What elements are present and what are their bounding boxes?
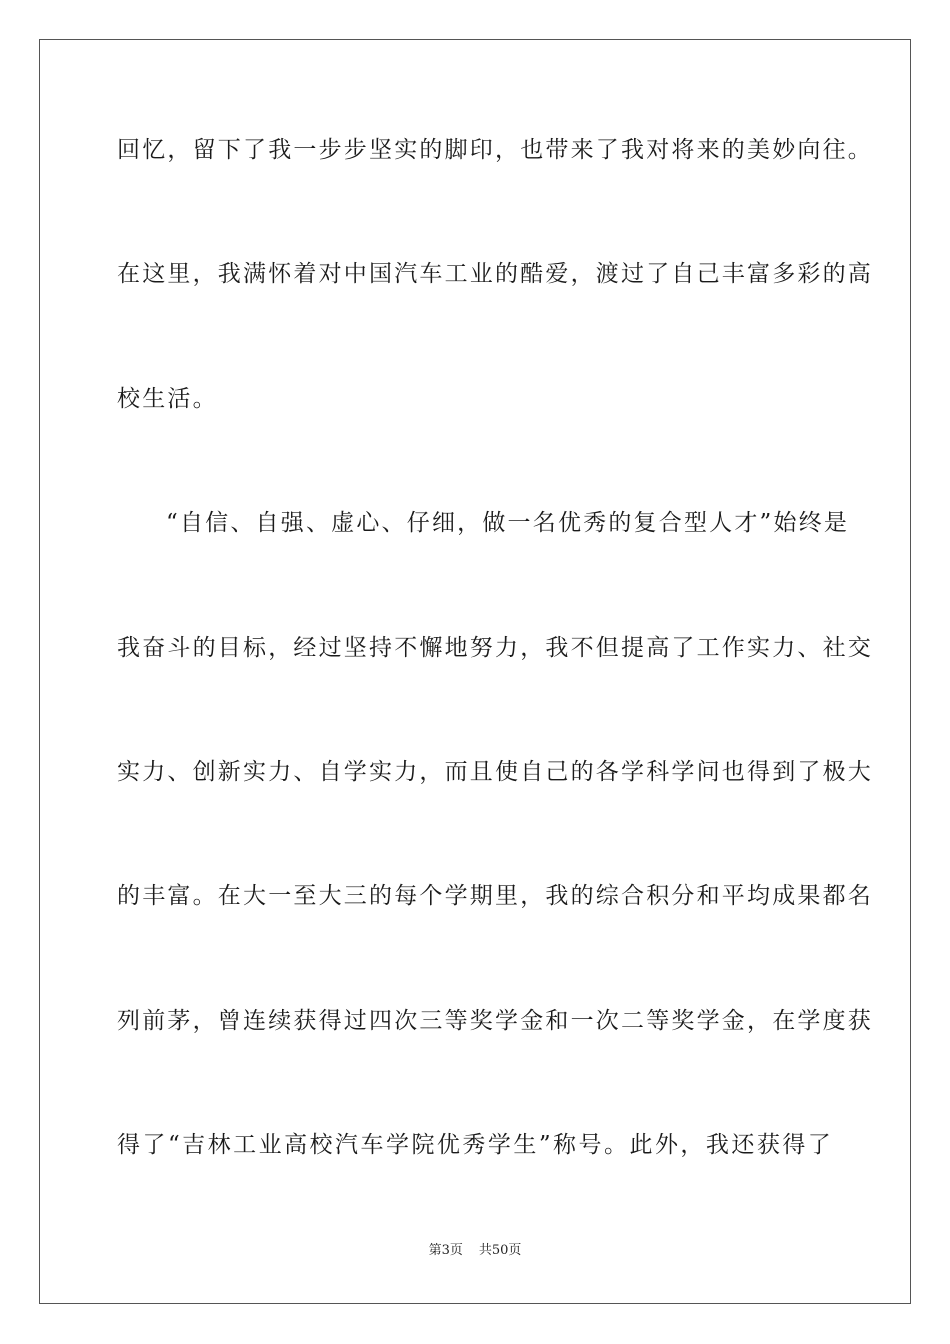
text-line-8: 列前茅，曾连续获得过四次三等奖学金和一次二等奖学金，在学度获 (117, 1008, 873, 1034)
page-border (39, 39, 911, 1304)
text-line-2: 在这里，我满怀着对中国汽车工业的酷爱，渡过了自己丰富多彩的高 (117, 261, 873, 287)
text-line-3: 校生活。 (117, 386, 218, 412)
text-line-5: 我奋斗的目标，经过坚持不懈地努力，我不但提高了工作实力、社交 (117, 635, 873, 661)
text-line-7: 的丰富。在大一至大三的每个学期里，我的综合积分和平均成果都名 (117, 883, 873, 909)
text-line-6: 实力、创新实力、自学实力，而且使自己的各学科学问也得到了极大 (117, 759, 873, 785)
page-total: 共50页 (478, 1243, 522, 1258)
text-line-9: 得了“吉林工业高校汽车学院优秀学生”称号。此外，我还获得了 (117, 1132, 833, 1158)
text-line-4: “自信、自强、虚心、仔细，做一名优秀的复合型人才”始终是 (166, 510, 850, 536)
page-footer (0, 1242, 950, 1260)
page-number: 第3页 (428, 1243, 463, 1258)
text-line-1: 回忆，留下了我一步步坚实的脚印，也带来了我对将来的美妙向往。 (117, 137, 873, 163)
